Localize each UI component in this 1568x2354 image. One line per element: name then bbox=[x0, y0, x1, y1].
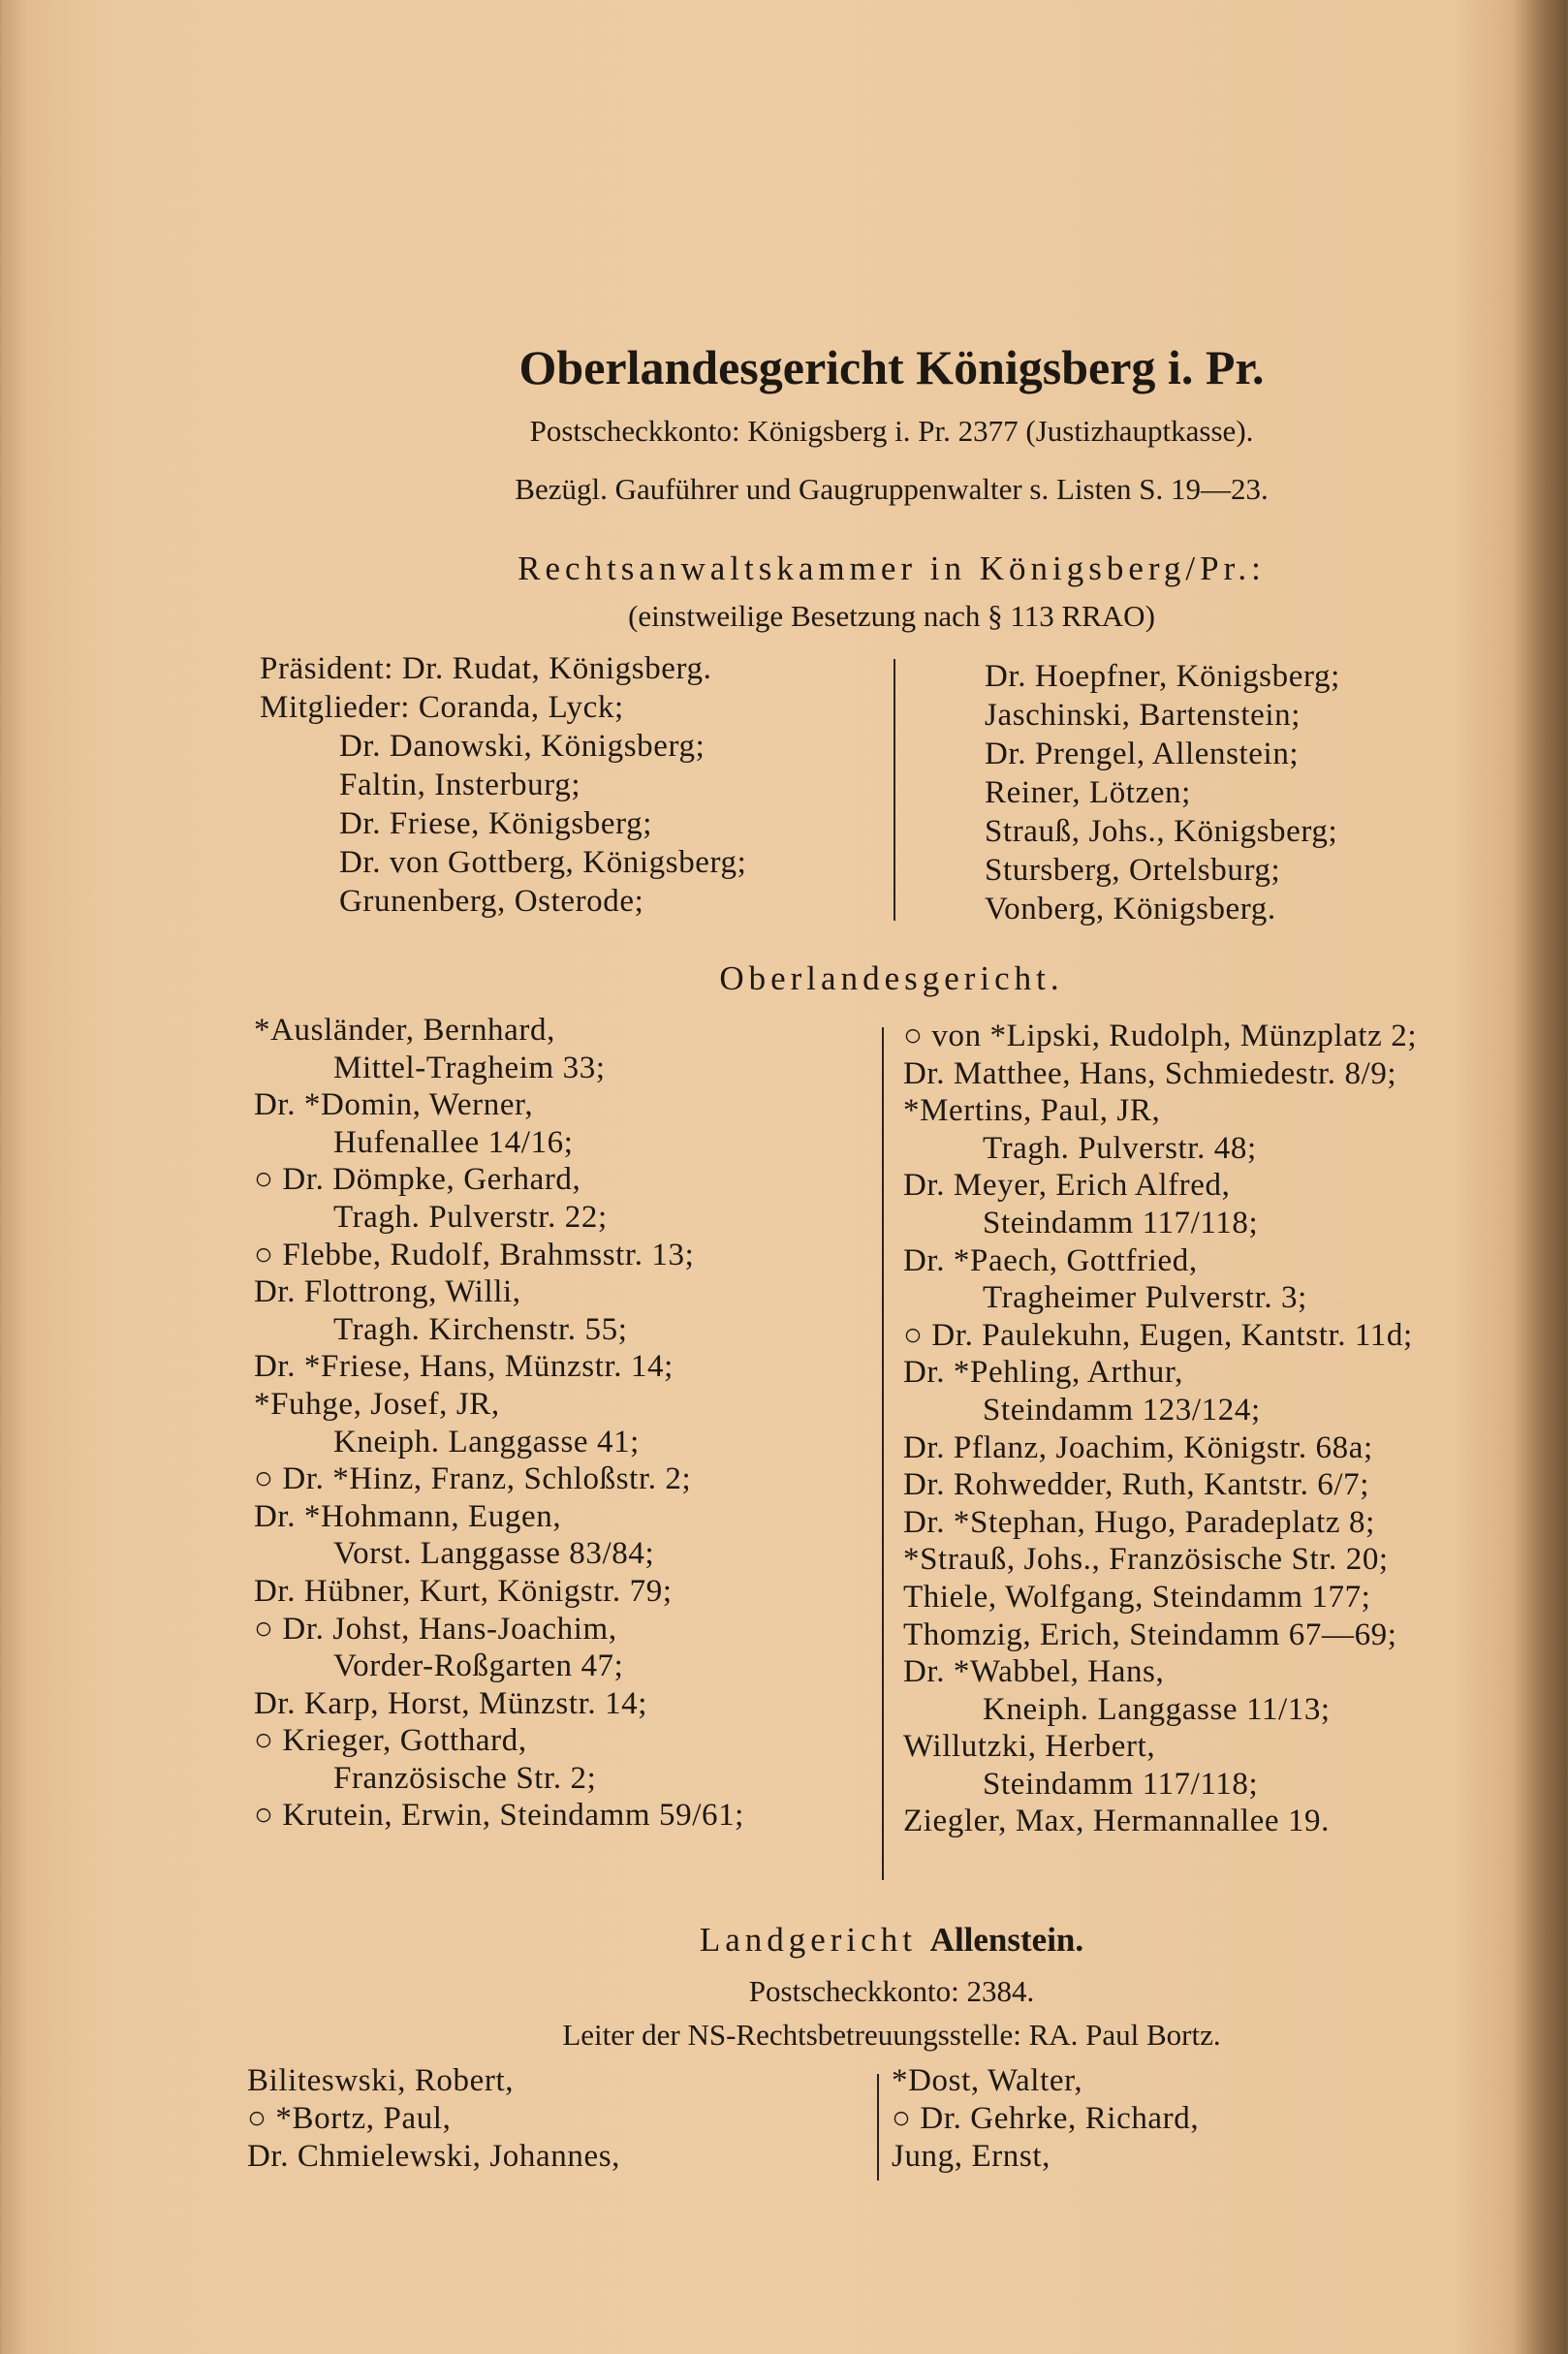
entry-name: Dr. Rohwedder, Ruth, Kantstr. 6/7; bbox=[903, 1467, 1370, 1503]
entry-address: Tragh. Kirchenstr. 55; bbox=[333, 1311, 628, 1347]
entry-name: Dr. *Stephan, Hugo, Paradeplatz 8; bbox=[903, 1504, 1375, 1540]
entry-address: Tragh. Pulverstr. 48; bbox=[983, 1130, 1257, 1166]
list-item bbox=[985, 696, 1340, 735]
entry-address: Kneiph. Langgasse 41; bbox=[333, 1424, 640, 1459]
list-item bbox=[254, 1273, 744, 1348]
entry-address: Mittel-Tragheim 33; bbox=[333, 1050, 606, 1085]
list-item bbox=[903, 1616, 1417, 1654]
entry-name: *Strauß, Johs., Französische Str. 20; bbox=[903, 1542, 1389, 1578]
list-item bbox=[903, 1242, 1417, 1317]
lg-right-column bbox=[892, 2062, 1199, 2176]
olg-heading: Oberlandesgericht. bbox=[719, 959, 1064, 997]
entry-name: Willutzki, Herbert, bbox=[903, 1729, 1156, 1765]
list-item bbox=[260, 766, 746, 804]
entry-name: ○ Krutein, Erwin, Steindamm 59/61; bbox=[254, 1798, 744, 1834]
entry-name: Präsident: Dr. Rudat, Königsberg. bbox=[260, 651, 712, 686]
list-item bbox=[985, 773, 1340, 812]
entry-name: Dr. *Pehling, Arthur, bbox=[903, 1355, 1184, 1391]
entry-name: ○ *Bortz, Paul, bbox=[247, 2101, 452, 2136]
entry-name: Strauß, Johs., Königsberg; bbox=[985, 814, 1338, 849]
entry-name: Dr. *Paech, Gottfried, bbox=[903, 1242, 1198, 1278]
entry-name: ○ Dr. Gehrke, Richard, bbox=[892, 2101, 1200, 2136]
entry-address: Steindamm 117/118; bbox=[983, 1766, 1259, 1802]
column-divider bbox=[894, 659, 895, 921]
list-item bbox=[903, 1803, 1417, 1840]
entry-name: Dr. Pflanz, Joachim, Königstr. 68a; bbox=[903, 1429, 1373, 1465]
entry-address: Steindamm 117/118; bbox=[983, 1205, 1259, 1240]
list-item bbox=[247, 2138, 620, 2176]
entry-name: Dr. *Friese, Hans, Münzstr. 14; bbox=[254, 1349, 674, 1385]
entry-name: ○ Dr. *Hinz, Franz, Schloßstr. 2; bbox=[254, 1461, 692, 1497]
list-item bbox=[254, 1797, 744, 1835]
list-item bbox=[985, 890, 1340, 928]
entry-address: Steindamm 123/124; bbox=[983, 1392, 1261, 1428]
list-item bbox=[254, 1685, 744, 1723]
column-divider bbox=[882, 1027, 884, 1880]
entry-name: Dr. Friese, Königsberg; bbox=[339, 806, 652, 841]
entry-address: Tragheimer Pulverstr. 3; bbox=[983, 1280, 1307, 1316]
list-item bbox=[254, 1237, 744, 1274]
entry-name: Dr. Prengel, Allenstein; bbox=[985, 737, 1300, 771]
entry-name: ○ Krieger, Gotthard, bbox=[254, 1723, 527, 1759]
list-item bbox=[260, 882, 746, 921]
entry-name: *Dost, Walter, bbox=[892, 2063, 1083, 2098]
list-item bbox=[254, 1386, 744, 1460]
lg-heading-prefix: Landgericht bbox=[699, 1921, 917, 1959]
entry-name: Dr. von Gottberg, Königsberg; bbox=[339, 845, 747, 880]
list-item bbox=[985, 657, 1340, 696]
list-item bbox=[903, 1092, 1417, 1167]
list-item bbox=[254, 1722, 744, 1797]
entry-name: ○ Dr. Paulekuhn, Eugen, Kantstr. 11d; bbox=[903, 1317, 1413, 1353]
entry-name: Dr. Danowski, Königsberg; bbox=[339, 729, 706, 764]
chamber-left-column bbox=[260, 649, 746, 921]
entry-name: ○ Dr. Johst, Hans-Joachim, bbox=[254, 1611, 617, 1647]
list-item bbox=[260, 727, 746, 766]
entry-name: ○ Flebbe, Rudolf, Brahmsstr. 13; bbox=[254, 1237, 695, 1272]
list-item bbox=[903, 1018, 1417, 1055]
entry-name: Reiner, Lötzen; bbox=[985, 775, 1191, 810]
reference-note: Bezügl. Gauführer und Gaugruppenwalter s. Listen S. 19—23. bbox=[515, 472, 1269, 506]
entry-name: Dr. *Domin, Werner, bbox=[254, 1087, 534, 1123]
list-item bbox=[254, 1611, 744, 1685]
entry-name: Dr. Meyer, Erich Alfred, bbox=[903, 1168, 1231, 1204]
list-item bbox=[254, 1460, 744, 1498]
lg-heading-city: Allenstein. bbox=[929, 1921, 1084, 1959]
list-item bbox=[903, 1541, 1417, 1579]
entry-address: Vorst. Langgasse 83/84; bbox=[333, 1536, 655, 1572]
chamber-subheading: (einstweilige Besetzung nach § 113 RRAO) bbox=[628, 599, 1155, 633]
list-item bbox=[254, 1012, 744, 1086]
chamber-right-column bbox=[985, 657, 1340, 928]
lg-postscheck: Postscheckkonto: 2384. bbox=[748, 1974, 1035, 2008]
chamber-heading: Rechtsanwaltskammer in Königsberg/Pr.: bbox=[517, 549, 1266, 587]
lg-leiter: Leiter der NS-Rechtsbetreuungsstelle: RA. Paul Bortz. bbox=[562, 2018, 1221, 2052]
list-item bbox=[903, 1466, 1417, 1504]
entry-name: Ziegler, Max, Hermannallee 19. bbox=[903, 1804, 1331, 1839]
list-item bbox=[903, 1055, 1417, 1093]
list-item bbox=[903, 1429, 1417, 1467]
entry-name: Dr. Karp, Horst, Münzstr. 14; bbox=[254, 1685, 648, 1721]
list-item bbox=[260, 843, 746, 882]
entry-name: *Fuhge, Josef, JR, bbox=[254, 1386, 500, 1422]
list-item bbox=[260, 804, 746, 843]
list-item bbox=[254, 1348, 744, 1386]
list-item bbox=[260, 688, 746, 727]
list-item bbox=[985, 735, 1340, 773]
entry-name: ○ Dr. Dömpke, Gerhard, bbox=[254, 1162, 581, 1198]
entry-name: ○ von *Lipski, Rudolph, Münzplatz 2; bbox=[903, 1019, 1418, 1053]
list-item bbox=[892, 2062, 1199, 2100]
entry-name: Dr. *Hohmann, Eugen, bbox=[254, 1498, 562, 1534]
entry-name: Jung, Ernst, bbox=[892, 2139, 1051, 2174]
entry-address: Tragh. Pulverstr. 22; bbox=[333, 1199, 608, 1235]
entry-name: Dr. Matthee, Hans, Schmiedestr. 8/9; bbox=[903, 1055, 1397, 1091]
list-item bbox=[903, 1167, 1417, 1241]
entry-name: Faltin, Insterburg; bbox=[339, 768, 581, 802]
list-item bbox=[260, 649, 746, 688]
entry-name: Thomzig, Erich, Steindamm 67—69; bbox=[903, 1616, 1397, 1652]
entry-name: Mitglieder: Coranda, Lyck; bbox=[260, 690, 624, 725]
entry-address: Vorder-Roßgarten 47; bbox=[333, 1648, 624, 1684]
list-item bbox=[903, 1354, 1417, 1428]
list-item bbox=[254, 1573, 744, 1611]
entry-name: Dr. Hoepfner, Königsberg; bbox=[985, 659, 1340, 694]
olg-left-column bbox=[254, 1012, 744, 1835]
entry-address: Französische Str. 2; bbox=[333, 1760, 597, 1796]
olg-right-column bbox=[903, 1018, 1417, 1840]
entry-name: Dr. Flottrong, Willi, bbox=[254, 1274, 521, 1310]
lg-left-column bbox=[247, 2062, 620, 2176]
entry-name: Dr. *Wabbel, Hans, bbox=[903, 1654, 1165, 1690]
list-item bbox=[247, 2062, 620, 2100]
list-item bbox=[903, 1728, 1417, 1803]
list-item bbox=[985, 851, 1340, 890]
page-title: Oberlandesgericht Königsberg i. Pr. bbox=[518, 340, 1265, 394]
entry-name: *Mertins, Paul, JR, bbox=[903, 1093, 1161, 1129]
lg-heading bbox=[0, 1921, 1568, 1960]
list-item bbox=[985, 812, 1340, 851]
list-item bbox=[903, 1579, 1417, 1616]
list-item bbox=[254, 1161, 744, 1236]
list-item bbox=[247, 2100, 620, 2138]
entry-name: Dr. Hübner, Kurt, Königstr. 79; bbox=[254, 1573, 673, 1609]
entry-name: Jaschinski, Bartenstein; bbox=[985, 698, 1301, 733]
entry-name: Biliteswski, Robert, bbox=[247, 2063, 515, 2098]
postscheck-line: Postscheckkonto: Königsberg i. Pr. 2377 (Justizhauptkasse). bbox=[529, 414, 1254, 448]
entry-name: *Ausländer, Bernhard, bbox=[254, 1013, 555, 1048]
list-item bbox=[892, 2100, 1199, 2138]
entry-address: Kneiph. Langgasse 11/13; bbox=[983, 1691, 1331, 1727]
entry-name: Vonberg, Königsberg. bbox=[985, 892, 1276, 926]
entry-name: Grunenberg, Osterode; bbox=[339, 884, 644, 919]
list-item bbox=[892, 2138, 1199, 2176]
list-item bbox=[903, 1317, 1417, 1355]
entry-address: Hufenallee 14/16; bbox=[333, 1124, 574, 1160]
list-item bbox=[254, 1086, 744, 1161]
entry-name: Stursberg, Ortelsburg; bbox=[985, 853, 1281, 888]
column-divider bbox=[877, 2074, 879, 2181]
list-item bbox=[903, 1653, 1417, 1728]
entry-name: Dr. Chmielewski, Johannes, bbox=[247, 2139, 620, 2174]
list-item bbox=[903, 1504, 1417, 1542]
entry-name: Thiele, Wolfgang, Steindamm 177; bbox=[903, 1579, 1371, 1615]
list-item bbox=[254, 1498, 744, 1573]
